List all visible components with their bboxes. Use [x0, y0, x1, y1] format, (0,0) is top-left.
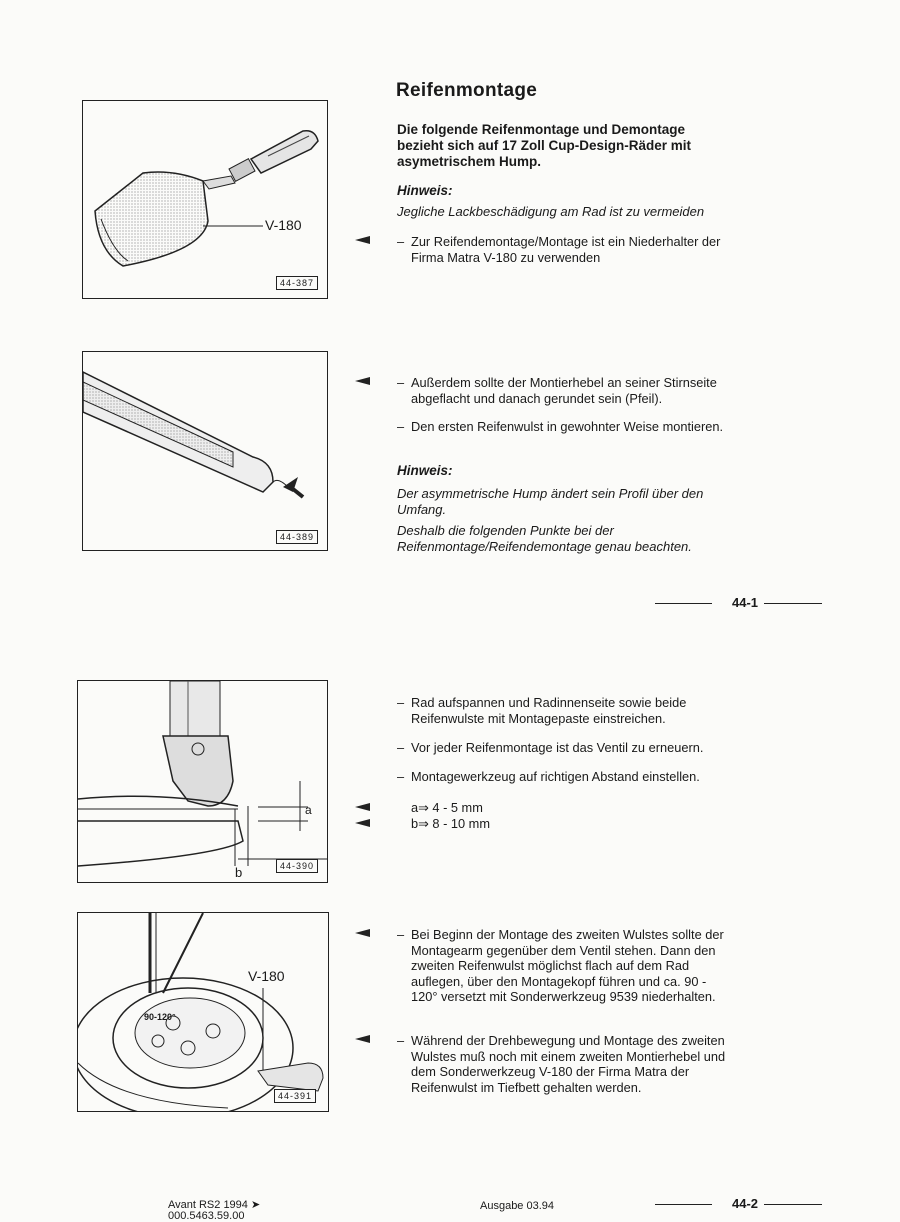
- hinweis-text-2a: Der asymmetrische Hump ändert sein Profil über den Umfang.: [397, 486, 704, 517]
- list-item: – Montagewerkzeug auf richtigen Abstand einstellen.: [397, 769, 700, 784]
- page-rule-right-2: [764, 1204, 822, 1205]
- footer-edition: Ausgabe 03.94: [480, 1200, 555, 1212]
- hinweis-text-2b: Deshalb die folgenden Punkte bei der Reifenmontage/Reifendemontage genau beachten.: [397, 523, 692, 554]
- reference-arrow-2: [355, 377, 370, 385]
- figure-ref-44-390: 44-390: [276, 859, 318, 873]
- reference-arrow-6: [355, 1035, 370, 1043]
- list-item: – Rad aufspannen und Radinnenseite sowie beide Reifenwulste mit Montagepaste einstreichen.: [397, 695, 687, 726]
- footer-model: Avant RS2 1994 ➤: [168, 1199, 261, 1211]
- page-title: Reifenmontage: [396, 80, 538, 101]
- lever-illustration: [83, 352, 328, 551]
- list-item: – Bei Beginn der Montage des zweiten Wulstes sollte der Montagearm gegenüber dem Ventil stehen. Dann den zweiten Reifenwulst möglichst flach auf dem Rad auflegen, über den Montagekopf führen und ca. 90 - 120° versetzt mit Sonderwerkzeug 9539 niederhalten.: [397, 927, 724, 1004]
- figure-mounting-tool-distance: [77, 680, 328, 883]
- list-item: – Den ersten Reifenwulst in gewohnter Weise montieren.: [397, 419, 724, 434]
- figure-label-v180-second: V-180: [248, 968, 285, 984]
- page-rule-right-1: [764, 603, 822, 604]
- page-rule-left-2: [655, 1204, 712, 1205]
- tire-mounting-illustration: [78, 913, 329, 1112]
- hinweis-label-2: Hinweis:: [397, 463, 453, 478]
- figure-second-bead-mounting: [77, 912, 329, 1112]
- mounting-tool-illustration: [78, 681, 328, 883]
- list-item: – Außerdem sollte der Montierhebel an seiner Stirnseite abgeflacht und danach gerundet sein (Pfeil).: [397, 375, 717, 406]
- page-rule-left-1: [655, 603, 712, 604]
- reference-arrow-4: [355, 819, 370, 827]
- dimension-b-value: b⇒ 8 - 10 mm: [411, 816, 490, 831]
- figure-ref-44-389: 44-389: [276, 530, 318, 544]
- reference-arrow-5: [355, 929, 370, 937]
- list-item: – Vor jeder Reifenmontage ist das Ventil zu erneuern.: [397, 740, 704, 755]
- list-item: – Während der Drehbewegung und Montage des zweiten Wulstes muß noch mit einem zweiten Montierhebel und dem Sonderwerkzeug V-180 der Firma Matra der Reifenwulst im Tiefbett gehalten werden.: [397, 1033, 726, 1095]
- figure-v180-tool: [82, 100, 328, 299]
- dimension-a-value: a⇒ 4 - 5 mm: [411, 800, 483, 815]
- page-number-2: 44-2: [732, 1196, 759, 1211]
- page-number-1: 44-1: [732, 595, 759, 610]
- figure-ref-44-391: 44-391: [274, 1089, 316, 1103]
- figure-ref-44-387: 44-387: [276, 276, 318, 290]
- dimension-b-label: b: [235, 865, 243, 880]
- tool-illustration: [83, 101, 328, 299]
- figure-tire-lever: [82, 351, 328, 551]
- reference-arrow-3: [355, 803, 370, 811]
- reference-arrow-1: [355, 236, 370, 244]
- figure-label-v180: V-180: [265, 217, 302, 233]
- intro-text: Die folgende Reifenmontage und Demontage bezieht sich auf 17 Zoll Cup-Design-Räder mit asymetrischem Hump.: [397, 122, 692, 169]
- hinweis-label-1: Hinweis:: [397, 183, 453, 198]
- list-item: – Zur Reifendemontage/Montage ist ein Niederhalter der Firma Matra V-180 zu verwenden: [397, 234, 721, 265]
- dimension-a-label: a: [305, 803, 312, 817]
- footer-partno: 000.5463.59.00: [168, 1210, 245, 1222]
- angle-label: 90-120°: [144, 1012, 176, 1022]
- hinweis-text-1: Jegliche Lackbeschädigung am Rad ist zu vermeiden: [397, 204, 705, 219]
